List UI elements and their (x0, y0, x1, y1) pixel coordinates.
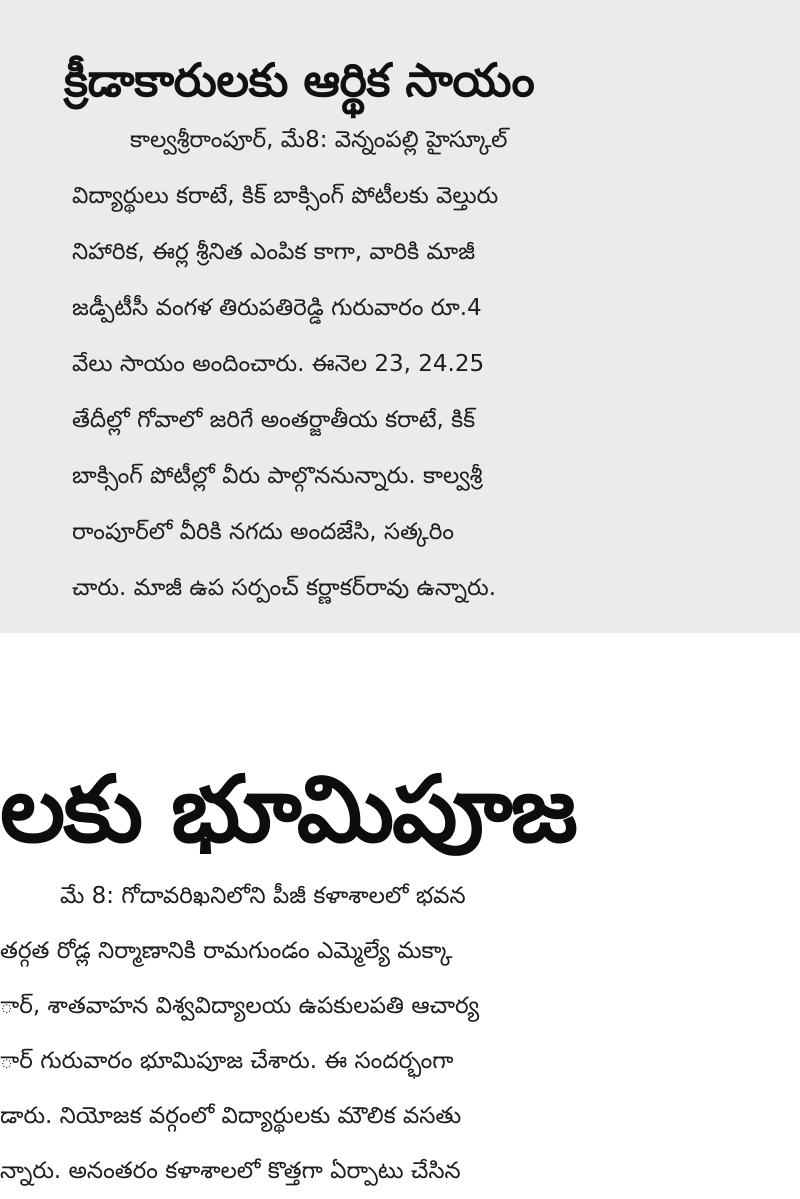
body-line: చారు. మాజీ ఉప సర్పంచ్ కర్ణాకర్‌రావు ఉన్నారు. (72, 575, 497, 601)
body-line: న్నారు. అనంతరం కళాశాలలో కొత్తగా ఏర్పాటు చేసిన (0, 1158, 461, 1184)
headline-bhoomi-pooja: లకు భూమిపూజ (0, 755, 576, 863)
body-line: నిహారిక, ఈర్ల శ్రీనిత ఎంపిక కాగా, వారికి మాజీ (72, 239, 476, 265)
body-line: జడ్పీటీసీ వంగళ తిరుపతిరెడ్డి గురువారం రూ.4 (72, 295, 482, 321)
article-body-bhoomi-pooja (0, 869, 800, 1199)
body-line: కాల్వశ్రీరాంపూర్, మే8: వెన్నంపల్లి హైస్కూల్ (130, 127, 508, 153)
body-line: రాంపూర్‌లో వీరికి నగదు అందజేసి, సత్కరిం (72, 519, 455, 545)
body-line: డారు. నియోజక వర్గంలో విద్యార్థులకు మౌలిక వసతు (0, 1103, 462, 1129)
article-bhoomi-pooja (0, 633, 800, 1187)
body-line: మే 8: గోదావరిఖనిలోని పీజీ కళాశాలలో భవన (60, 883, 466, 909)
body-line: బాక్సింగ్ పోటీల్లో వీరు పాల్గొననున్నారు. కాల్వశ్రీ (72, 463, 483, 489)
body-line: ార్ గురువారం భూమిపూజ చేశారు. ఈ సందర్భంగా (0, 1048, 454, 1074)
article-body-financial-aid (72, 112, 772, 616)
body-line: విద్యార్థులు కరాటే, కిక్ బాక్సింగ్ పోటీలకు వెల్తురు (72, 183, 499, 209)
body-line: తేదీల్లో గోవాలో జరిగే అంతర్జాతీయ కరాటే, కిక్ (72, 407, 476, 433)
headline-financial-aid: క్రీడాకారులకు ఆర్థిక సాయం (64, 52, 535, 107)
body-line: వేలు సాయం అందించారు. ఈనెల 23, 24.25 (72, 351, 485, 377)
body-line: తర్గత రోడ్ల నిర్మాణానికి రామగుండం ఎమ్మెల్యే మక్కా (0, 938, 453, 964)
body-line: ార్, శాతవాహన విశ్వవిద్యాలయ ఉపకులపతి ఆచార్య (0, 993, 480, 1019)
